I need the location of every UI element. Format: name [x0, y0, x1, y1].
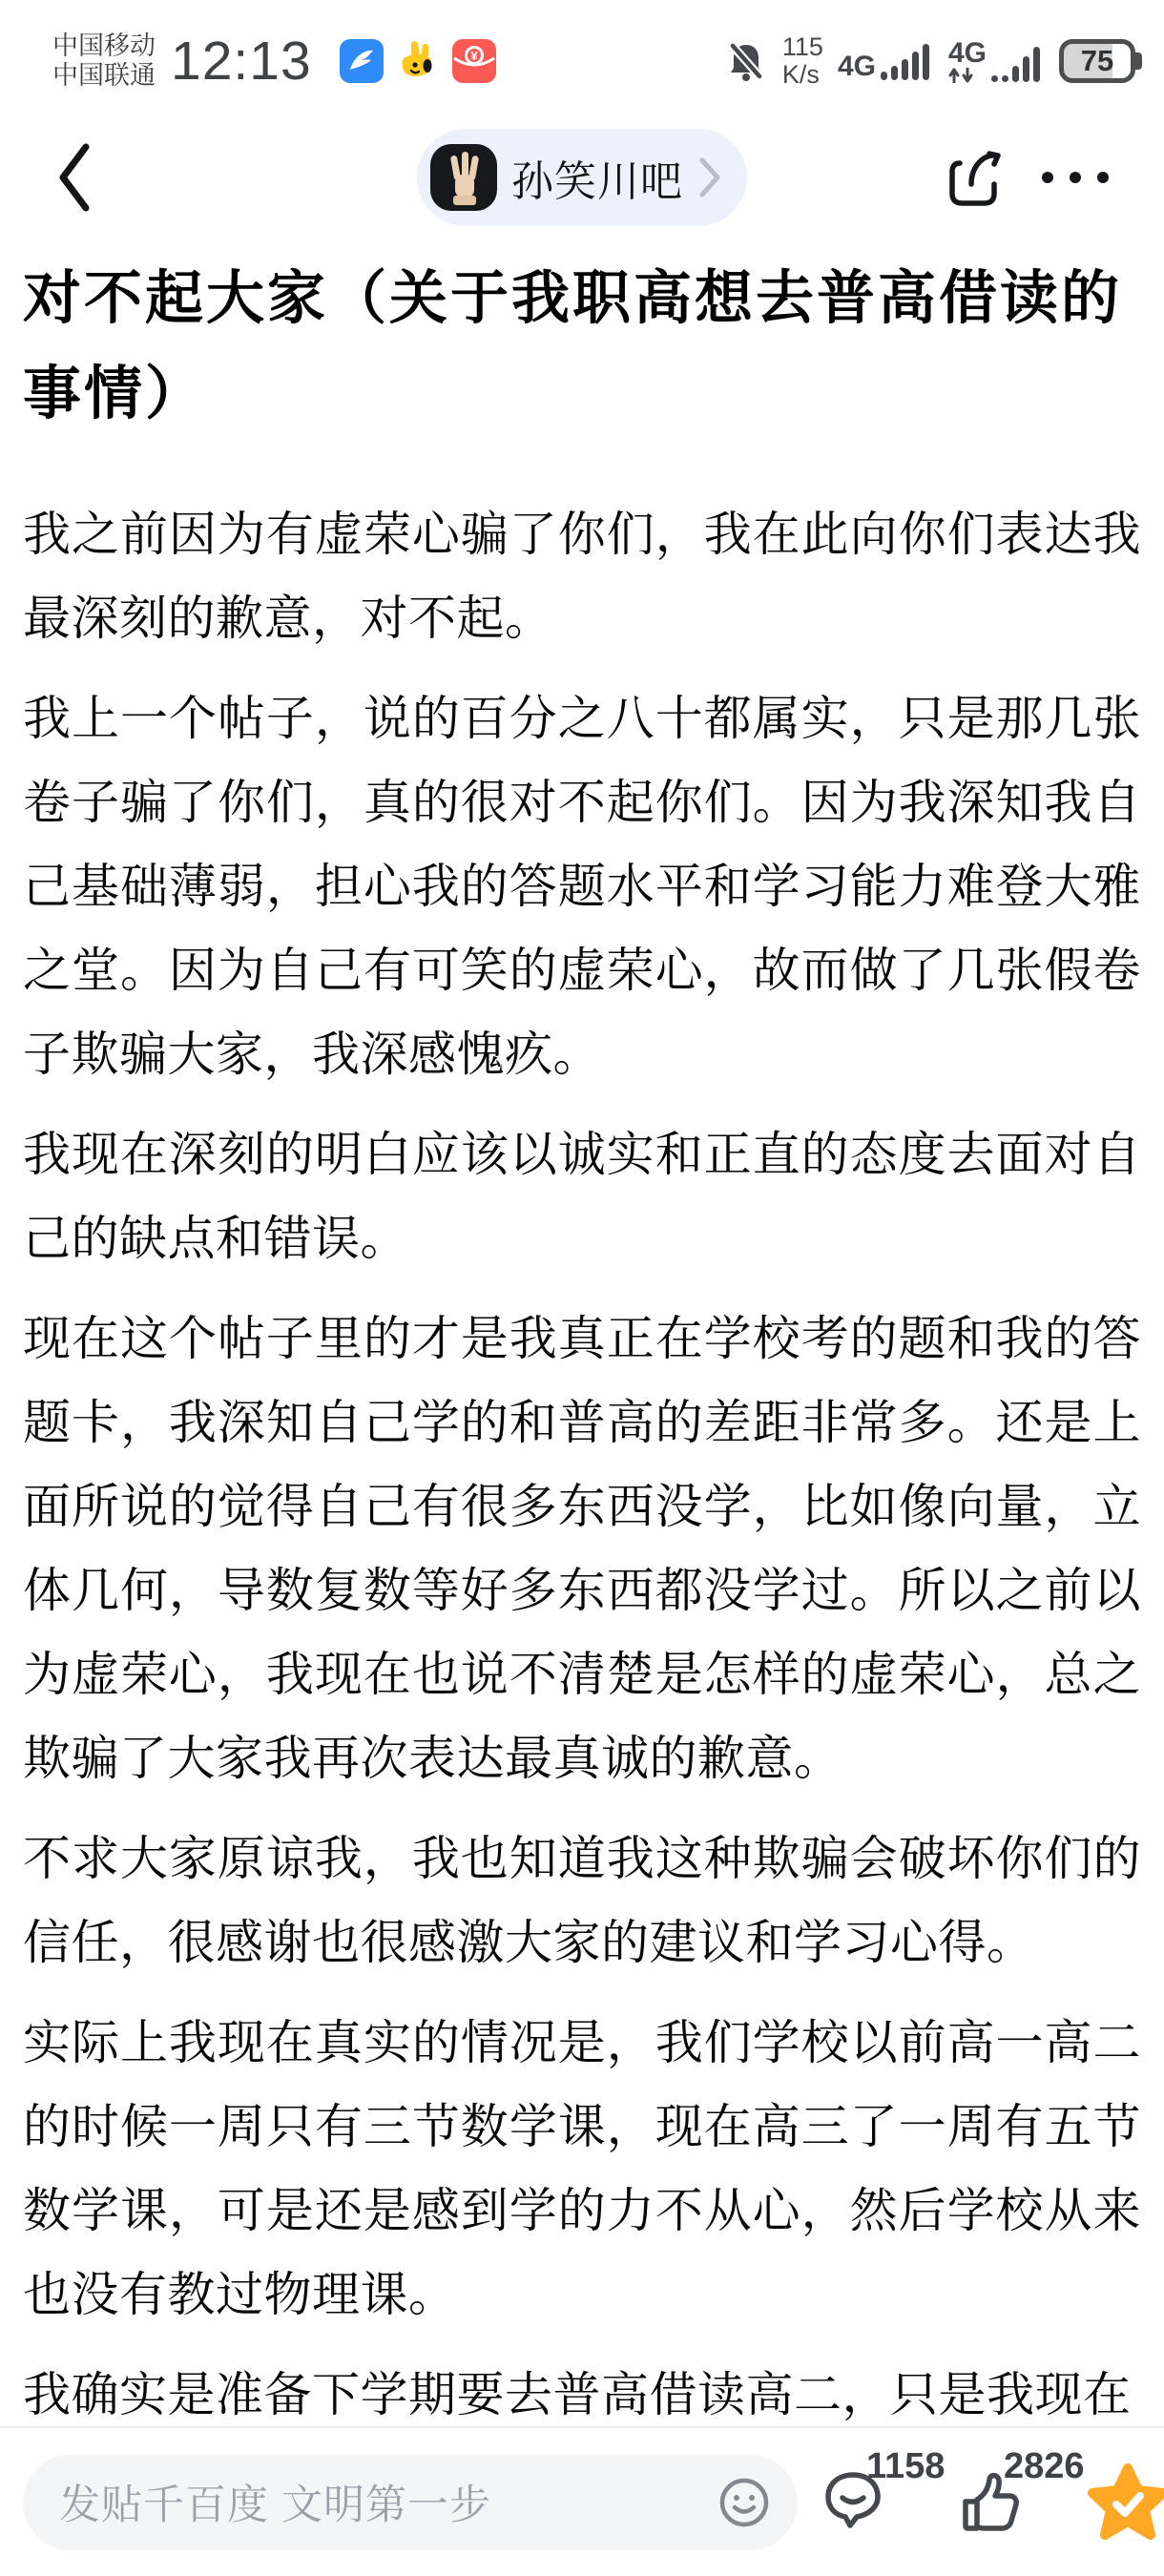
carrier-2: 中国联通 — [52, 61, 156, 90]
battery-indicator — [1059, 39, 1135, 83]
carrier-labels — [52, 31, 156, 91]
carrier-1: 中国移动 — [52, 31, 156, 60]
share-compose-button[interactable] — [946, 146, 1006, 209]
reply-placeholder: 发贴千百度 文明第一步 — [59, 2483, 491, 2528]
status-bar-left — [52, 30, 496, 93]
post-paragraph: 我现在深刻的明白应该以诚实和正直的态度去面对自己的缺点和错误。 — [23, 1128, 1141, 1265]
sim2-network-type: 4G — [947, 37, 987, 69]
post-paragraph: 现在这个帖子里的才是我真正在学校考的题和我的答题卡，我深知自己学的和普高的差距非常多。还是上面所说的觉得自己有很多东西没学，比如像向量，立体几何，导数复数等好多东西都没学过。所以之前以为虚荣心，我现在也说不清楚是怎样的虚荣心，总之欺骗了大家我再次表达最真诚的歉意。 — [23, 1312, 1141, 1785]
like-count: 2826 — [1004, 2445, 1085, 2486]
bunny-notification-icon — [396, 39, 440, 83]
bottom-action-bar — [0, 2426, 1164, 2576]
comment-count: 1158 — [866, 2445, 946, 2486]
nav-right-actions — [946, 146, 1111, 209]
post-paragraph: 我上一个帖子，说的百分之八十都属实，只是那几张卷子骗了你们，真的很对不起你们。因为我深知我自己基础薄弱，担心我的答题水平和学习能力难登大雅之堂。因为自己有可笑的虚荣心，故而做了几张假卷子欺骗大家，我深感愧疚。 — [23, 692, 1141, 1081]
battery-percent: 75 — [1080, 44, 1114, 77]
back-button[interactable] — [55, 140, 94, 215]
smiley-icon — [717, 2476, 771, 2529]
emoji-button[interactable] — [717, 2476, 771, 2529]
clock: 12:13 — [171, 31, 312, 92]
status-bar — [0, 0, 1164, 107]
like-button[interactable] — [958, 2445, 1085, 2536]
forum-name: 孙笑川吧 — [511, 158, 683, 205]
status-bar-right — [724, 33, 1135, 89]
chevron-right-icon — [697, 156, 722, 198]
sim1-signal — [838, 41, 934, 81]
svg-text:¥: ¥ — [470, 49, 478, 63]
post-title: 对不起大家（关于我职高想去普高借读的事情） — [23, 265, 1123, 426]
network-speed-unit: K/s — [781, 60, 820, 89]
bell-muted-icon — [724, 39, 768, 83]
back-chevron-icon — [55, 140, 94, 215]
forum-avatar — [430, 144, 497, 211]
sim1-network-type: 4G — [837, 51, 876, 82]
nav-bar — [0, 107, 1164, 248]
post-content — [23, 248, 1141, 2437]
ellipsis-icon — [1040, 170, 1111, 185]
reply-input[interactable] — [23, 2455, 798, 2550]
sim2-signal — [948, 39, 1045, 83]
post-paragraph: 实际上我现在真实的情况是，我们学校以前高一高二的时候一周只有三节数学课，现在高三了一周有五节数学课，可是还是感到学的力不从心，然后学校从来也没有教过物理课。 — [23, 2016, 1141, 2321]
sim2-signal-bars-icon — [991, 43, 1045, 83]
comments-button[interactable] — [821, 2445, 946, 2536]
sim1-signal-bars-icon — [881, 41, 934, 81]
traffic-arrows-icon — [948, 68, 977, 83]
post-paragraph: 我确实是准备下学期要去普高借读高二，只是我现在 — [23, 2368, 1132, 2421]
network-speed-value: 115 — [781, 32, 823, 61]
network-speed — [782, 33, 823, 89]
forum-pill[interactable] — [417, 129, 747, 226]
more-button[interactable] — [1040, 170, 1111, 185]
share-compose-icon — [946, 146, 1006, 209]
favorite-button[interactable] — [1086, 2461, 1164, 2545]
favorite-star-icon — [1086, 2461, 1164, 2545]
red-envelope-notification-icon — [452, 39, 496, 83]
hand-avatar-icon — [442, 150, 486, 205]
post-paragraph: 我之前因为有虚荣心骗了你们，我在此向你们表达我最深刻的歉意，对不起。 — [23, 508, 1141, 645]
post-body — [23, 492, 1141, 2437]
wing-notification-icon — [340, 39, 384, 83]
post-paragraph: 不求大家原谅我，我也知道我这种欺骗会破坏你们的信任，很感谢也很感激大家的建议和学习心得。 — [23, 1832, 1141, 1969]
